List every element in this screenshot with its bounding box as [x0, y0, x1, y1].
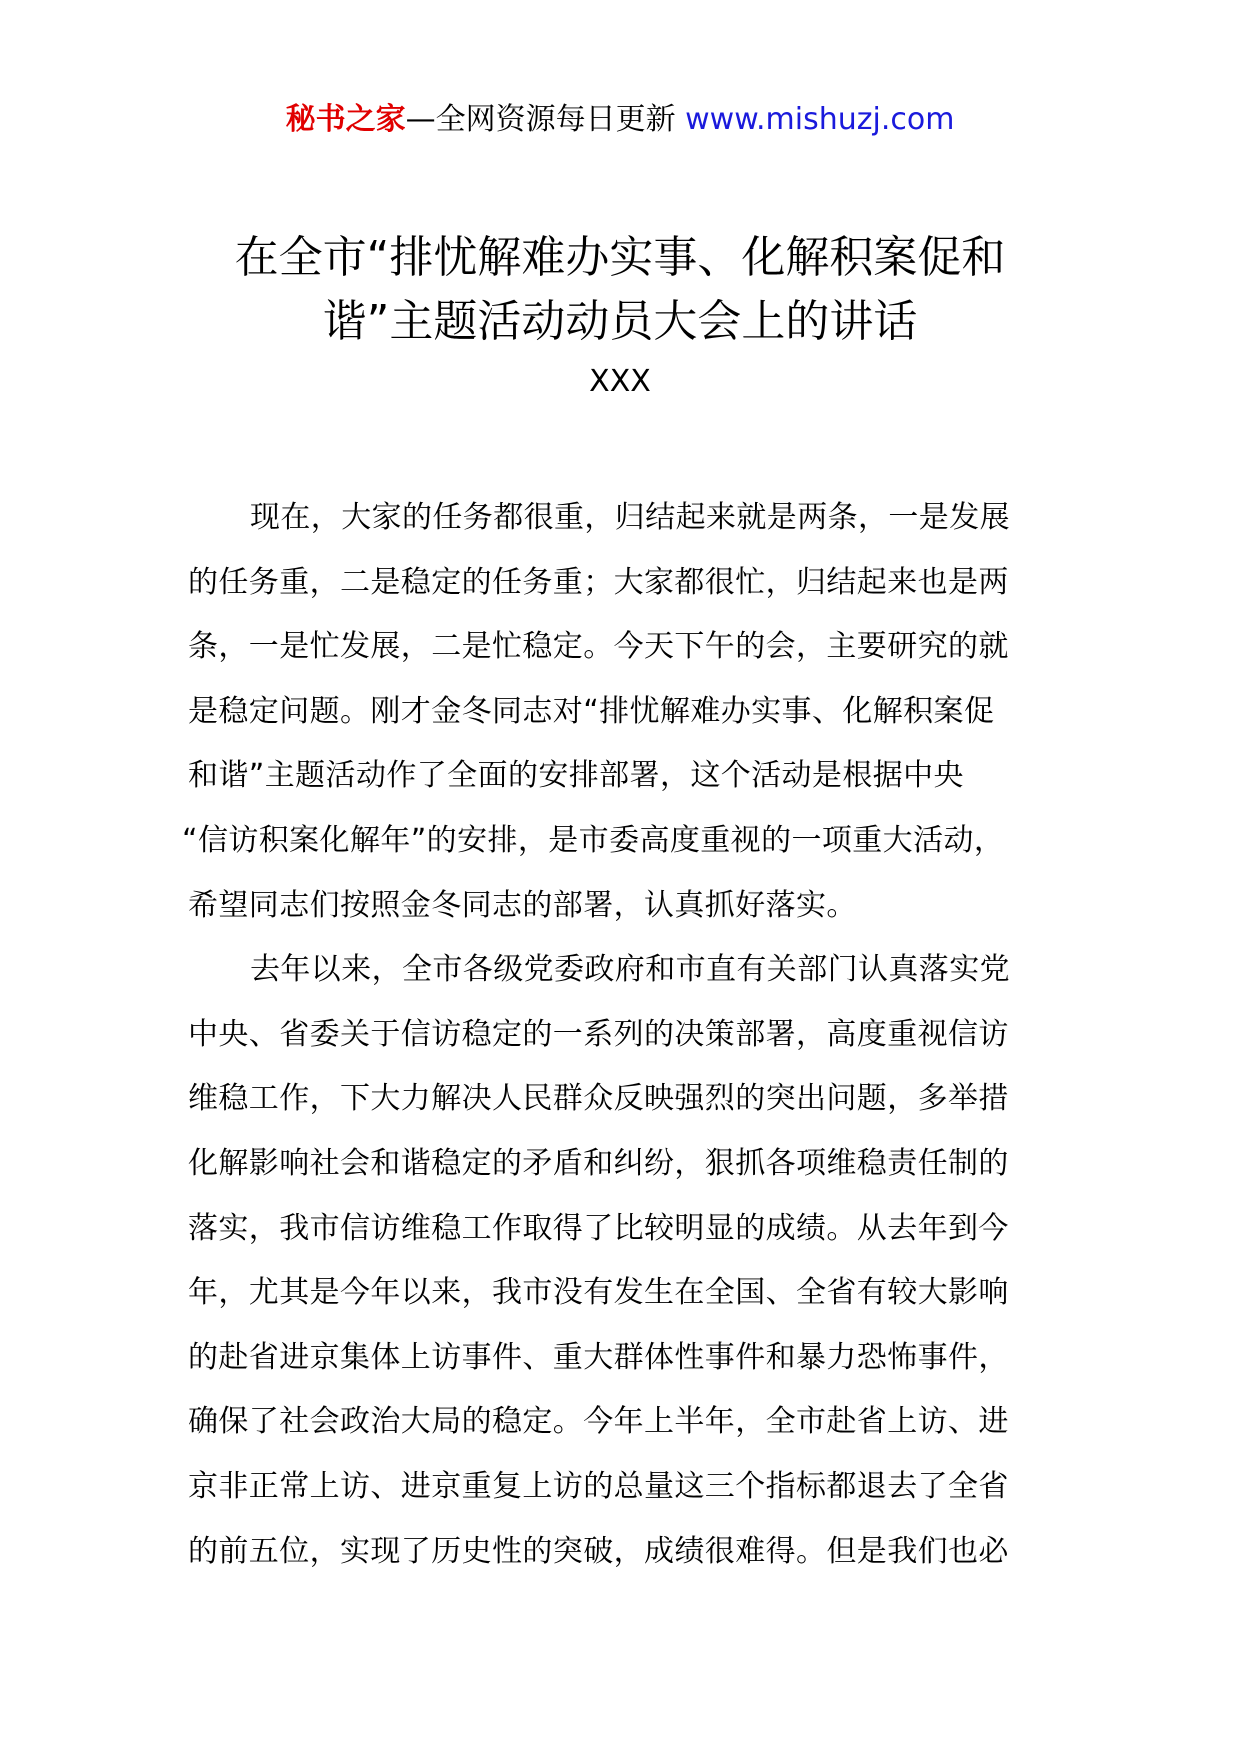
paragraph-line: 的赴省进京集体上访事件、重大群体性事件和暴力恐怖事件，: [188, 1339, 1009, 1375]
paragraph-line: 维稳工作，下大力解决人民群众反映强烈的突出问题，多举措: [188, 1081, 1009, 1117]
header-tagline: —全网资源每日更新: [405, 102, 686, 137]
title-line-2: 谐”主题活动动员大会上的讲话: [322, 296, 918, 347]
site-header: [0, 98, 1240, 142]
paragraph-line: 确保了社会政治大局的稳定。今年上半年，全市赴省上访、进: [188, 1404, 1009, 1440]
author-name: XXX: [589, 364, 651, 399]
paragraph-line: 是稳定问题。刚才金冬同志对“排忧解难办实事、化解积案促: [188, 693, 995, 729]
document-body: [182, 486, 1060, 1584]
paragraph-line: 现在，大家的任务都很重，归结起来就是两条，一是发展: [250, 500, 1010, 535]
brand-name: 秘书之家: [285, 102, 406, 137]
paragraph-2: [188, 938, 1060, 1584]
site-url: www.mishuzj.com: [685, 102, 955, 137]
paragraph-line: 的任务重，二是稳定的任务重；大家都很忙，归结起来也是两: [188, 564, 1009, 600]
paragraph-line: 的前五位，实现了历史性的突破，成绩很难得。但是我们也必: [188, 1533, 1009, 1569]
paragraph-line: 落实，我市信访维稳工作取得了比较明显的成绩。从去年到今: [188, 1210, 1009, 1246]
paragraph-1: [182, 486, 1060, 938]
paragraph-line: “信访积案化解年”的安排，是市委高度重视的一项重大活动，: [182, 822, 1005, 858]
title-line-1: 在全市“排忧解难办实事、化解积案促和: [234, 232, 1006, 283]
paragraph-line: 京非正常上访、进京重复上访的总量这三个指标都退去了全省: [188, 1468, 1009, 1504]
paragraph-line: 中央、省委关于信访稳定的一系列的决策部署，高度重视信访: [188, 1016, 1009, 1052]
paragraph-line: 希望同志们按照金冬同志的部署，认真抓好落实。: [188, 887, 857, 923]
paragraph-line: 去年以来，全市各级党委政府和市直有关部门认真落实党: [250, 952, 1010, 988]
paragraph-line: 条，一是忙发展，二是忙稳定。今天下午的会，主要研究的就: [188, 629, 1009, 665]
document-title: [0, 226, 1240, 354]
paragraph-line: 和谐”主题活动作了全面的安排部署，这个活动是根据中央: [188, 758, 964, 794]
paragraph-line: 年，尤其是今年以来，我市没有发生在全国、全省有较大影响: [188, 1275, 1009, 1311]
paragraph-line: 化解影响社会和谐稳定的矛盾和纠纷，狠抓各项维稳责任制的: [188, 1145, 1009, 1181]
